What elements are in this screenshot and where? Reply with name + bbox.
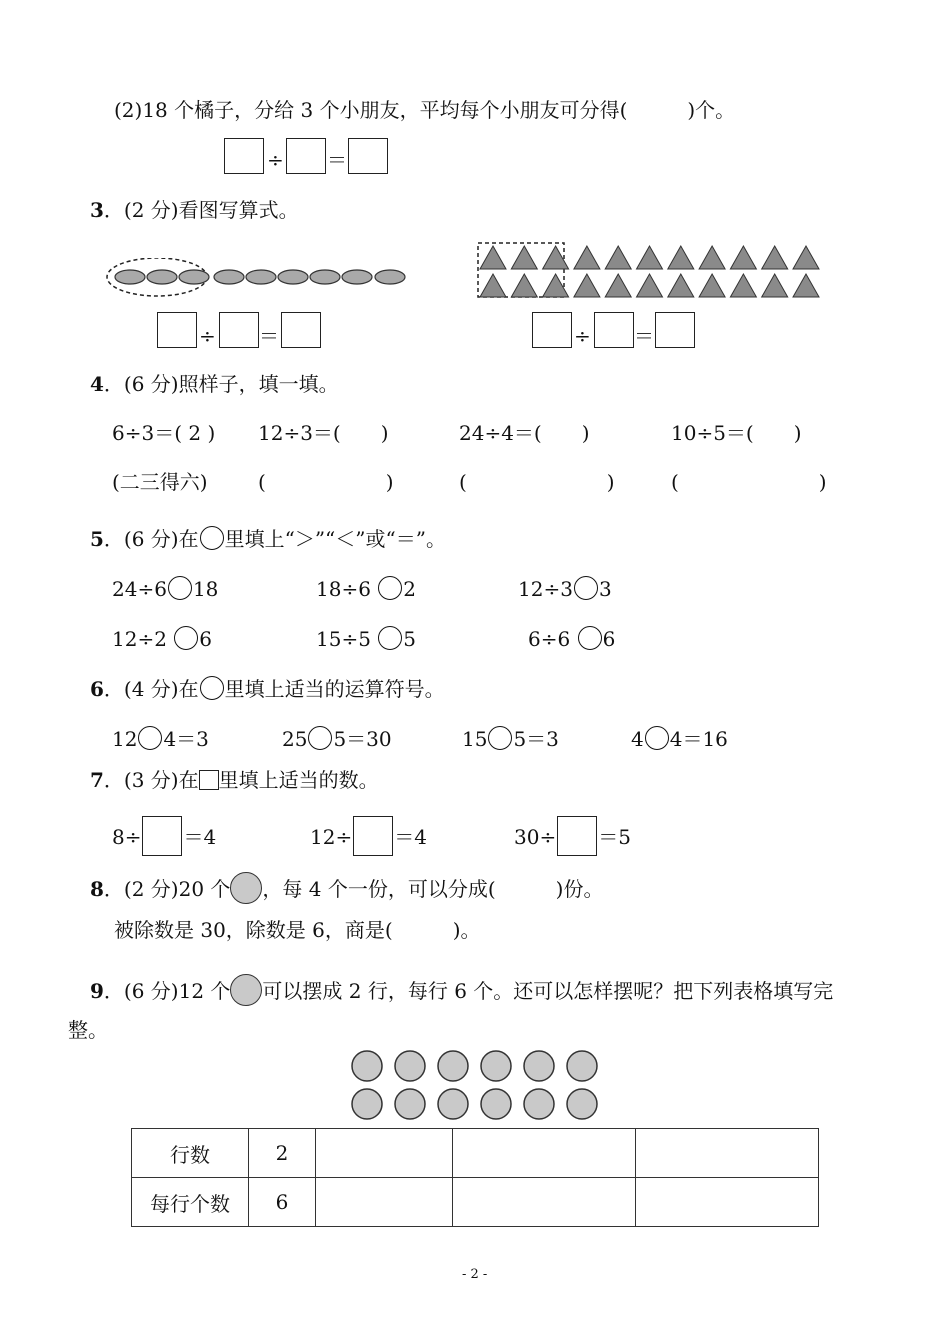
q4-heading (90, 374, 339, 394)
compare-left: 15÷5 (316, 627, 378, 651)
operand-right: 4＝3 (163, 727, 209, 751)
operator-item (462, 726, 559, 750)
q6-heading (90, 676, 445, 700)
ball (395, 1089, 425, 1119)
q9-text-b: 可以摆成 2 行，每行 6 个。还可以怎样摆呢？把下列表格填写完 (262, 979, 834, 1003)
answer-box[interactable] (142, 816, 182, 856)
compare-circle[interactable] (574, 576, 598, 600)
q5-title-b: 里填上“＞”“＜”或“＝”。 (224, 527, 446, 551)
compare-item (518, 576, 612, 600)
q4-expr-4[interactable]: 10÷5＝( ) (671, 421, 802, 445)
compare-right: 6 (199, 627, 213, 651)
operand-right: 5＝30 (333, 727, 392, 751)
ball (567, 1089, 597, 1119)
operator-circle[interactable] (138, 726, 162, 750)
q7-title-a: ．(3 分)在 (103, 768, 199, 792)
triangle (730, 246, 756, 269)
triangle (699, 246, 725, 269)
triangle (637, 274, 663, 297)
answer-box[interactable] (655, 312, 695, 348)
question-number: 5 (90, 527, 104, 551)
q5-title-a: ．(6 分)在 (103, 527, 199, 551)
operator-item (282, 726, 392, 750)
ball (567, 1051, 597, 1081)
balls-figure (350, 1048, 602, 1122)
compare-right: 18 (192, 577, 219, 601)
triangle (793, 246, 819, 269)
fill-left: 30÷ (514, 825, 557, 849)
triangle (511, 274, 537, 297)
divide-sign: ÷ (574, 324, 591, 348)
row-value: 6 (249, 1178, 316, 1227)
empty-cell[interactable] (453, 1178, 636, 1227)
empty-cell[interactable] (636, 1129, 819, 1178)
triangle (668, 246, 694, 269)
equals-sign: ＝ (327, 148, 347, 172)
ellipse (278, 270, 308, 284)
compare-right: 6 (602, 627, 616, 651)
triangle (668, 274, 694, 297)
question-number: 3 (90, 198, 104, 222)
compare-circle[interactable] (578, 626, 602, 650)
answer-box[interactable] (532, 312, 572, 348)
compare-right: 2 (403, 577, 417, 601)
ball (438, 1089, 468, 1119)
compare-left: 12÷3 (518, 577, 573, 601)
ball (524, 1051, 554, 1081)
triangle (511, 246, 537, 269)
triangle (574, 274, 600, 297)
fill-item (514, 816, 631, 856)
empty-cell[interactable] (453, 1129, 636, 1178)
operand-right: 5＝3 (513, 727, 559, 751)
arrangement-table (131, 1128, 819, 1227)
compare-right: 5 (403, 627, 417, 651)
triangle (699, 274, 725, 297)
empty-cell[interactable] (636, 1178, 819, 1227)
q8-text-a: ．(2 分)20 个 (103, 877, 231, 901)
ball (352, 1089, 382, 1119)
fill-left: 8÷ (112, 825, 142, 849)
operator-circle[interactable] (488, 726, 512, 750)
q2-sub2-text: (2)18 个橘子，分给 3 个小朋友，平均每个小朋友可分得( )个。 (114, 98, 736, 122)
empty-cell[interactable] (316, 1178, 453, 1227)
question-number: 4 (90, 372, 104, 396)
row-label: 行数 (132, 1129, 249, 1178)
ellipse (310, 270, 340, 284)
triangle (480, 274, 506, 297)
fill-right: ＝4 (394, 825, 427, 849)
ball-icon (230, 872, 262, 904)
operator-item (631, 726, 728, 750)
q6-title-b: 里填上适当的运算符号。 (224, 677, 445, 701)
operand-left: 25 (282, 727, 308, 751)
compare-item (316, 626, 416, 650)
page-number: - 2 - (462, 1267, 488, 1282)
question-number: 6 (90, 677, 104, 701)
ellipse (214, 270, 244, 284)
operand-left: 15 (462, 727, 488, 751)
triangles-figure (470, 238, 830, 304)
compare-left: 6÷6 (528, 627, 577, 651)
question-number: 8 (90, 877, 104, 901)
answer-box[interactable] (286, 138, 326, 174)
row-value: 2 (249, 1129, 316, 1178)
q4-expr-3[interactable]: 24÷4＝( ) (459, 421, 590, 445)
ellipse (246, 270, 276, 284)
operand-left: 4 (631, 727, 644, 751)
question-number: 7 (90, 768, 104, 792)
ellipse (179, 270, 209, 284)
fill-right: ＝5 (598, 825, 631, 849)
ball-grid (352, 1051, 597, 1119)
operator-circle[interactable] (308, 726, 332, 750)
q4-answer-3[interactable]: ( ) (459, 470, 615, 494)
triangle (762, 246, 788, 269)
triangle (793, 274, 819, 297)
q4-expr-2[interactable]: 12÷3＝( ) (258, 421, 389, 445)
triangle-grid (480, 246, 819, 297)
fill-right: ＝4 (183, 825, 217, 849)
q6-title-a: ．(4 分)在 (103, 677, 199, 701)
q5-heading (90, 526, 446, 550)
divide-sign: ÷ (267, 148, 284, 172)
compare-circle[interactable] (174, 626, 198, 650)
question-number: 9 (90, 979, 104, 1003)
ball (438, 1051, 468, 1081)
answer-box[interactable] (281, 312, 321, 348)
q3-title: ．(2 分)看图写算式。 (103, 198, 299, 222)
equals-sign: ＝ (634, 324, 654, 348)
ball-icon (230, 974, 262, 1006)
ellipse (115, 270, 145, 284)
empty-cell[interactable] (316, 1129, 453, 1178)
q4-expr-1: 6÷3＝( 2 ) (112, 421, 216, 445)
ball (524, 1089, 554, 1119)
circle-icon (200, 676, 224, 700)
compare-circle[interactable] (378, 576, 402, 600)
ellipse (342, 270, 372, 284)
fill-item (310, 816, 427, 856)
q9-line1 (90, 974, 833, 1006)
triangle (480, 246, 506, 269)
compare-item (528, 626, 615, 650)
table-row (132, 1178, 819, 1227)
compare-item (112, 626, 212, 650)
divide-sign: ÷ (199, 324, 216, 348)
compare-left: 12÷2 (112, 627, 174, 651)
equals-sign: ＝ (259, 324, 279, 348)
ellipse (375, 270, 405, 284)
operand-left: 12 (112, 727, 138, 751)
answer-box[interactable] (353, 816, 393, 856)
ellipse (147, 270, 177, 284)
ball (352, 1051, 382, 1081)
answer-box[interactable] (348, 138, 388, 174)
triangle (605, 246, 631, 269)
ellipse-row (115, 270, 405, 284)
q4-title: ．(6 分)照样子，填一填。 (103, 372, 339, 396)
triangle (574, 246, 600, 269)
compare-right: 3 (598, 577, 612, 601)
q4-answer-4[interactable]: ( ) (671, 470, 827, 494)
answer-box[interactable] (224, 138, 264, 174)
operand-right: 4＝16 (669, 727, 728, 751)
q9-line2: 整。 (68, 1018, 108, 1042)
answer-box[interactable] (157, 312, 197, 348)
q7-heading (90, 770, 379, 790)
answer-box[interactable] (594, 312, 634, 348)
triangle (637, 246, 663, 269)
q9-text-a: ．(6 分)12 个 (103, 979, 231, 1003)
triangle (730, 274, 756, 297)
compare-circle[interactable] (168, 576, 192, 600)
fill-left: 12÷ (310, 825, 353, 849)
q3-heading (90, 200, 299, 220)
compare-item (316, 576, 416, 600)
q7-title-b: 里填上适当的数。 (218, 768, 379, 792)
ball (395, 1051, 425, 1081)
square-icon (199, 770, 219, 790)
compare-circle[interactable] (378, 626, 402, 650)
answer-box[interactable] (219, 312, 259, 348)
operator-circle[interactable] (645, 726, 669, 750)
q8-line1 (90, 872, 603, 904)
circle-icon (200, 526, 224, 550)
compare-left: 18÷6 (316, 577, 378, 601)
compare-item (112, 576, 218, 600)
operator-item (112, 726, 209, 750)
table-row (132, 1129, 819, 1178)
answer-box[interactable] (557, 816, 597, 856)
q8-line2: 被除数是 30，除数是 6，商是( )。 (114, 918, 481, 942)
q4-answer-2[interactable]: ( ) (258, 470, 394, 494)
ellipses-figure (105, 258, 415, 300)
triangle (762, 274, 788, 297)
fill-item (112, 816, 216, 856)
ball (481, 1089, 511, 1119)
compare-left: 24÷6 (112, 577, 167, 601)
row-label: 每行个数 (132, 1178, 249, 1227)
q8-text-b: ，每 4 个一份，可以分成( )份。 (262, 877, 604, 901)
triangle (605, 274, 631, 297)
q4-answer-1: (二三得六) (112, 470, 208, 494)
ball (481, 1051, 511, 1081)
